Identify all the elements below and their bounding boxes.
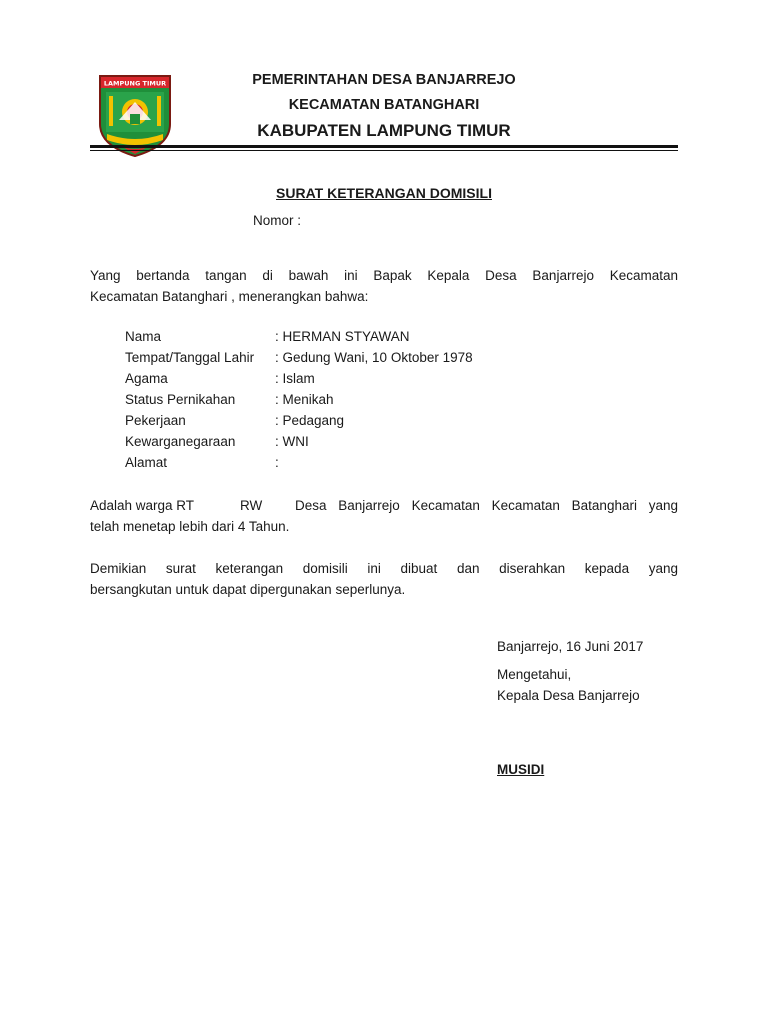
field-value: : WNI: [275, 434, 309, 449]
field-value: : Islam: [275, 371, 315, 386]
field-label: Alamat: [125, 455, 168, 470]
field-value: : Gedung Wani, 10 Oktober 1978: [275, 350, 473, 365]
residence-rw-text: RW: [240, 498, 263, 513]
letterhead-district: KECAMATAN BATANGHARI: [288, 97, 480, 113]
field-value: : HERMAN STYAWAN: [275, 329, 410, 344]
field-value: : Pedagang: [275, 413, 345, 428]
header-divider-thick: [90, 145, 678, 148]
residence-village-text: Desa Banjarrejo Kecamatan Kecamatan Batanghari yang: [295, 498, 678, 513]
residence-rt-text: Adalah warga RT: [90, 498, 195, 513]
field-label: Tempat/Tanggal Lahir: [125, 350, 255, 365]
closing-line-2: bersangkutan untuk dapat dipergunakan seperlunya.: [90, 582, 406, 597]
signature-acknowledge: Mengetahui,: [497, 667, 572, 682]
letterhead-village: PEMERINTAHAN DESA BANJARREJO: [252, 72, 516, 88]
closing-paragraph: [90, 558, 678, 600]
logo-banner-text: LAMPUNG TIMUR: [103, 79, 167, 88]
field-label: Kewarganegaraan: [125, 434, 236, 449]
field-value: :: [275, 455, 279, 470]
signature-role: Kepala Desa Banjarrejo: [497, 688, 640, 703]
signature-place-date: Banjarrejo, 16 Juni 2017: [497, 639, 644, 654]
field-label: Agama: [125, 371, 168, 386]
header-divider-thin: [90, 150, 678, 151]
residence-line-2: telah menetap lebih dari 4 Tahun.: [90, 519, 290, 534]
intro-line-2: Kecamatan Batanghari , menerangkan bahwa:: [90, 289, 369, 304]
field-value: : Menikah: [275, 392, 334, 407]
signatory-name: MUSIDI: [497, 762, 545, 777]
field-label: Pekerjaan: [125, 413, 186, 428]
field-label: Status Pernikahan: [125, 392, 236, 407]
intro-line-1: Yang bertanda tangan di bawah ini Bapak Kepala Desa Banjarrejo Kecamatan: [90, 268, 678, 283]
document-title: SURAT KETERANGAN DOMISILI: [276, 185, 492, 201]
intro-paragraph: [90, 265, 678, 307]
field-label: Nama: [125, 329, 162, 344]
closing-line-1: Demikian surat keterangan domisili ini dibuat dan diserahkan kepada yang: [90, 561, 678, 576]
document-number: Nomor :: [253, 213, 302, 228]
letterhead-regency: KABUPATEN LAMPUNG TIMUR: [257, 121, 511, 140]
